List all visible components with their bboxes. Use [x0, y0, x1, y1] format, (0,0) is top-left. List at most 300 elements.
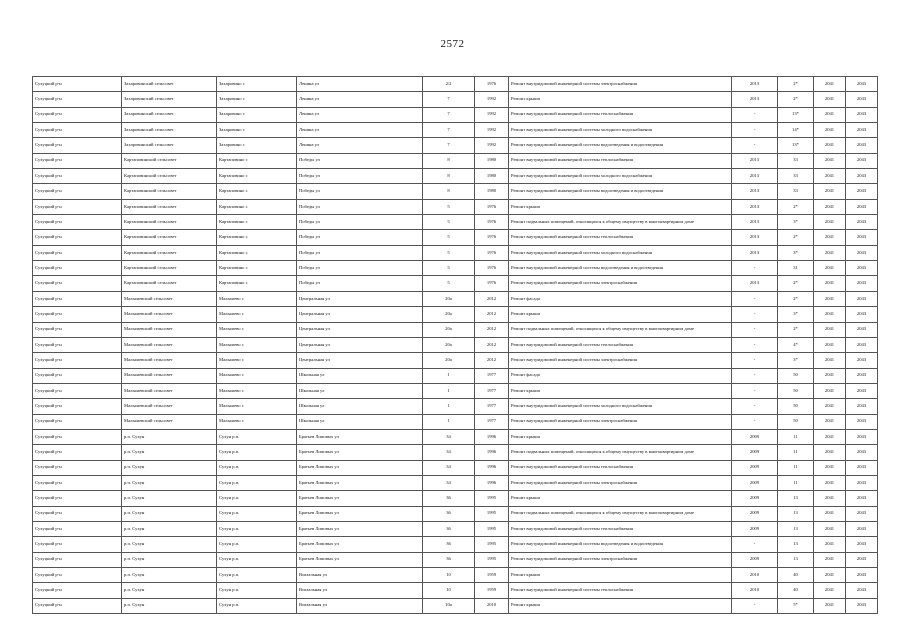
cell-district: Сухуцкий р-н: [33, 337, 122, 352]
cell-street: Вокзальная ул: [297, 583, 423, 598]
table-row: [33, 414, 878, 429]
cell-build-year: 1995: [475, 491, 509, 506]
cell-district: Сухуцкий р-н: [33, 261, 122, 276]
cell-plan-end: 2043: [846, 322, 878, 337]
cell-district: Сухуцкий р-н: [33, 291, 122, 306]
cell-plan-start: 2041: [814, 153, 846, 168]
cell-plan-end: 2043: [846, 568, 878, 583]
cell-council: р.п. Сухун: [122, 460, 217, 475]
cell-district: Сухуцкий р-н: [33, 77, 122, 92]
cell-wear: 14*: [778, 123, 814, 138]
table-row: [33, 261, 878, 276]
cell-plan-start: 2041: [814, 598, 846, 613]
cell-plan-end: 2043: [846, 199, 878, 214]
cell-settlement: Картаповино с: [217, 245, 297, 260]
cell-street: Братьев Ломовых ул: [297, 491, 423, 506]
cell-plan-end: 2043: [846, 521, 878, 536]
cell-work-type: Ремонт подвальных помещений, относящихся к общему имуществу в многоквартирном доме: [509, 506, 732, 521]
cell-council: р.п. Сухун: [122, 521, 217, 536]
cell-plan-end: 2043: [846, 475, 878, 490]
cell-district: Сухуцкий р-н: [33, 568, 122, 583]
cell-plan-start: 2041: [814, 399, 846, 414]
cell-work-type: Ремонт крыши: [509, 307, 732, 322]
cell-house-number: 1: [423, 414, 475, 429]
cell-plan-start: 2041: [814, 184, 846, 199]
cell-last-repair-year: 2009: [732, 429, 778, 444]
cell-last-repair-year: 2010: [732, 568, 778, 583]
cell-last-repair-year: 2013: [732, 276, 778, 291]
cell-last-repair-year: 2013: [732, 230, 778, 245]
cell-wear: 2*: [778, 276, 814, 291]
cell-council: Малышевский сельсовет: [122, 399, 217, 414]
cell-plan-end: 2043: [846, 92, 878, 107]
cell-street: Ленина ул: [297, 123, 423, 138]
cell-house-number: 8: [423, 169, 475, 184]
cell-build-year: 2010: [475, 598, 509, 613]
cell-plan-start: 2041: [814, 583, 846, 598]
cell-build-year: 1992: [475, 123, 509, 138]
cell-plan-end: 2043: [846, 598, 878, 613]
cell-plan-end: 2043: [846, 491, 878, 506]
cell-last-repair-year: 2013: [732, 184, 778, 199]
cell-house-number: 8: [423, 184, 475, 199]
cell-work-type: Ремонт внутридомовой инженерной системы теплоснабжения: [509, 107, 732, 122]
cell-district: Сухуцкий р-н: [33, 491, 122, 506]
cell-street: Центральная ул: [297, 337, 423, 352]
cell-council: Захаровинский сельсовет: [122, 92, 217, 107]
cell-council: р.п. Сухун: [122, 475, 217, 490]
cell-plan-end: 2043: [846, 169, 878, 184]
table-row: [33, 552, 878, 567]
cell-plan-end: 2043: [846, 291, 878, 306]
cell-settlement: Захаровино с: [217, 123, 297, 138]
cell-council: Картаповинский сельсовет: [122, 199, 217, 214]
cell-council: Захаровинский сельсовет: [122, 123, 217, 138]
table-row: [33, 153, 878, 168]
cell-council: Картаповинский сельсовет: [122, 169, 217, 184]
cell-district: Сухуцкий р-н: [33, 307, 122, 322]
cell-plan-start: 2041: [814, 337, 846, 352]
cell-house-number: 1: [423, 399, 475, 414]
cell-plan-end: 2043: [846, 107, 878, 122]
cell-plan-start: 2041: [814, 521, 846, 536]
cell-settlement: Захаровино с: [217, 107, 297, 122]
cell-plan-end: 2043: [846, 506, 878, 521]
table-row: [33, 291, 878, 306]
cell-house-number: 7: [423, 92, 475, 107]
cell-wear: 33: [778, 169, 814, 184]
cell-plan-end: 2043: [846, 537, 878, 552]
cell-council: Захаровинский сельсовет: [122, 138, 217, 153]
cell-build-year: 1980: [475, 153, 509, 168]
cell-settlement: Картаповино с: [217, 215, 297, 230]
table-row: [33, 521, 878, 536]
cell-last-repair-year: 2013: [732, 92, 778, 107]
cell-house-number: 34: [423, 475, 475, 490]
cell-wear: 3*: [778, 215, 814, 230]
cell-last-repair-year: 2013: [732, 199, 778, 214]
cell-build-year: 1977: [475, 414, 509, 429]
cell-house-number: 34: [423, 445, 475, 460]
cell-settlement: Сухун р.п.: [217, 445, 297, 460]
cell-district: Сухуцкий р-н: [33, 230, 122, 245]
cell-plan-start: 2041: [814, 460, 846, 475]
cell-council: р.п. Сухун: [122, 429, 217, 444]
cell-work-type: Ремонт фасада: [509, 368, 732, 383]
cell-last-repair-year: 2013: [732, 169, 778, 184]
cell-street: Центральная ул: [297, 322, 423, 337]
cell-work-type: Ремонт крыши: [509, 598, 732, 613]
cell-house-number: 5: [423, 199, 475, 214]
cell-plan-start: 2041: [814, 245, 846, 260]
cell-settlement: Малышево с: [217, 399, 297, 414]
cell-last-repair-year: 2013: [732, 77, 778, 92]
table-row: [33, 506, 878, 521]
cell-last-repair-year: -: [732, 107, 778, 122]
cell-build-year: 1992: [475, 107, 509, 122]
cell-council: р.п. Сухун: [122, 537, 217, 552]
cell-settlement: Сухун р.п.: [217, 521, 297, 536]
cell-house-number: 10а: [423, 598, 475, 613]
cell-plan-end: 2043: [846, 337, 878, 352]
cell-district: Сухуцкий р-н: [33, 506, 122, 521]
cell-district: Сухуцкий р-н: [33, 245, 122, 260]
cell-street: Центральная ул: [297, 291, 423, 306]
cell-plan-start: 2041: [814, 92, 846, 107]
table-row: [33, 276, 878, 291]
cell-street: Центральная ул: [297, 353, 423, 368]
cell-plan-end: 2043: [846, 429, 878, 444]
cell-district: Сухуцкий р-н: [33, 399, 122, 414]
cell-last-repair-year: 2013: [732, 215, 778, 230]
cell-wear: 40: [778, 583, 814, 598]
cell-plan-end: 2043: [846, 184, 878, 199]
cell-council: р.п. Сухун: [122, 568, 217, 583]
cell-settlement: Сухун р.п.: [217, 506, 297, 521]
cell-street: Братьев Ломовых ул: [297, 475, 423, 490]
cell-plan-end: 2043: [846, 583, 878, 598]
table-row: [33, 230, 878, 245]
table-row: [33, 583, 878, 598]
cell-plan-end: 2043: [846, 215, 878, 230]
cell-house-number: 10: [423, 583, 475, 598]
cell-last-repair-year: -: [732, 414, 778, 429]
cell-build-year: 2012: [475, 291, 509, 306]
cell-wear: 50: [778, 414, 814, 429]
cell-work-type: Ремонт внутридомовой инженерной системы электроснабжения: [509, 77, 732, 92]
cell-street: Победы ул: [297, 230, 423, 245]
cell-settlement: Сухун р.п.: [217, 598, 297, 613]
cell-district: Сухуцкий р-н: [33, 414, 122, 429]
cell-district: Сухуцкий р-н: [33, 445, 122, 460]
table-row: [33, 307, 878, 322]
cell-house-number: 34: [423, 460, 475, 475]
cell-work-type: Ремонт крыши: [509, 429, 732, 444]
cell-district: Сухуцкий р-н: [33, 552, 122, 567]
cell-work-type: Ремонт внутридомовой инженерной системы электроснабжения: [509, 353, 732, 368]
cell-work-type: Ремонт внутридомовой инженерной системы холодного водоснабжения: [509, 123, 732, 138]
cell-district: Сухуцкий р-н: [33, 429, 122, 444]
cell-street: Победы ул: [297, 245, 423, 260]
cell-council: Картаповинский сельсовет: [122, 276, 217, 291]
cell-wear: 3*: [778, 245, 814, 260]
cell-settlement: Сухун р.п.: [217, 537, 297, 552]
cell-council: Малышевский сельсовет: [122, 368, 217, 383]
cell-plan-end: 2043: [846, 77, 878, 92]
table-row: [33, 491, 878, 506]
cell-council: р.п. Сухун: [122, 598, 217, 613]
table-row: [33, 337, 878, 352]
cell-build-year: 1995: [475, 506, 509, 521]
cell-council: р.п. Сухун: [122, 552, 217, 567]
cell-plan-end: 2043: [846, 245, 878, 260]
cell-plan-start: 2041: [814, 322, 846, 337]
cell-street: Победы ул: [297, 215, 423, 230]
cell-wear: 13: [778, 537, 814, 552]
cell-house-number: 5: [423, 230, 475, 245]
cell-house-number: 10: [423, 568, 475, 583]
cell-plan-start: 2041: [814, 77, 846, 92]
cell-plan-end: 2043: [846, 261, 878, 276]
cell-street: Братьев Ломовых ул: [297, 537, 423, 552]
cell-wear: 13: [778, 491, 814, 506]
cell-wear: 13: [778, 506, 814, 521]
cell-last-repair-year: 2013: [732, 245, 778, 260]
cell-district: Сухуцкий р-н: [33, 123, 122, 138]
cell-council: Картаповинский сельсовет: [122, 153, 217, 168]
cell-plan-start: 2041: [814, 568, 846, 583]
table-row: [33, 107, 878, 122]
cell-settlement: Картаповино с: [217, 261, 297, 276]
cell-wear: 11: [778, 460, 814, 475]
cell-district: Сухуцкий р-н: [33, 92, 122, 107]
cell-wear: 13: [778, 552, 814, 567]
cell-build-year: 1995: [475, 521, 509, 536]
cell-street: Ленина ул: [297, 107, 423, 122]
cell-build-year: 1992: [475, 138, 509, 153]
cell-plan-start: 2041: [814, 414, 846, 429]
cell-plan-start: 2041: [814, 383, 846, 398]
cell-street: Вокзальная ул: [297, 568, 423, 583]
cell-wear: 13*: [778, 107, 814, 122]
cell-build-year: 1976: [475, 77, 509, 92]
cell-house-number: 7: [423, 123, 475, 138]
cell-settlement: Картаповино с: [217, 153, 297, 168]
cell-house-number: 8: [423, 153, 475, 168]
cell-plan-start: 2041: [814, 368, 846, 383]
cell-build-year: 1980: [475, 169, 509, 184]
cell-last-repair-year: -: [732, 261, 778, 276]
cell-wear: 50: [778, 383, 814, 398]
table-row: [33, 429, 878, 444]
cell-work-type: Ремонт фасада: [509, 291, 732, 306]
cell-work-type: Ремонт крыши: [509, 199, 732, 214]
cell-house-number: 20а: [423, 322, 475, 337]
cell-district: Сухуцкий р-н: [33, 153, 122, 168]
cell-council: Малышевский сельсовет: [122, 307, 217, 322]
cell-house-number: 5: [423, 245, 475, 260]
cell-build-year: 1995: [475, 537, 509, 552]
cell-house-number: 2/2: [423, 77, 475, 92]
table-row: [33, 138, 878, 153]
cell-work-type: Ремонт внутридомовой инженерной системы водоотведения и водоотведения: [509, 184, 732, 199]
cell-plan-start: 2041: [814, 491, 846, 506]
cell-build-year: 2012: [475, 353, 509, 368]
cell-street: Школьная ул: [297, 368, 423, 383]
cell-build-year: 1977: [475, 383, 509, 398]
cell-council: Картаповинский сельсовет: [122, 230, 217, 245]
cell-settlement: Сухун р.п.: [217, 583, 297, 598]
table-row: [33, 123, 878, 138]
cell-settlement: Малышево с: [217, 383, 297, 398]
cell-district: Сухуцкий р-н: [33, 215, 122, 230]
table-row: [33, 184, 878, 199]
cell-work-type: Ремонт крыши: [509, 92, 732, 107]
cell-plan-start: 2041: [814, 429, 846, 444]
cell-district: Сухуцкий р-н: [33, 138, 122, 153]
cell-street: Школьная ул: [297, 414, 423, 429]
cell-house-number: 5: [423, 261, 475, 276]
cell-plan-start: 2041: [814, 537, 846, 552]
cell-wear: 50: [778, 399, 814, 414]
table-row: [33, 322, 878, 337]
repair-schedule-table: [32, 76, 878, 614]
cell-settlement: Сухун р.п.: [217, 568, 297, 583]
cell-last-repair-year: -: [732, 307, 778, 322]
table-row: [33, 77, 878, 92]
cell-plan-end: 2043: [846, 230, 878, 245]
cell-work-type: Ремонт внутридомовой инженерной системы холодного водоснабжения: [509, 245, 732, 260]
table-row: [33, 399, 878, 414]
cell-plan-end: 2043: [846, 138, 878, 153]
cell-work-type: Ремонт подвальных помещений, относящихся к общему имуществу в многоквартирном доме: [509, 445, 732, 460]
cell-plan-start: 2041: [814, 261, 846, 276]
cell-settlement: Малышево с: [217, 337, 297, 352]
cell-district: Сухуцкий р-н: [33, 184, 122, 199]
cell-settlement: Малышево с: [217, 307, 297, 322]
cell-plan-start: 2041: [814, 307, 846, 322]
cell-house-number: 5: [423, 215, 475, 230]
table-row: [33, 368, 878, 383]
cell-plan-end: 2043: [846, 123, 878, 138]
cell-street: Центральная ул: [297, 307, 423, 322]
cell-settlement: Захаровино с: [217, 92, 297, 107]
cell-work-type: Ремонт внутридомовой инженерной системы электроснабжения: [509, 414, 732, 429]
cell-house-number: 36: [423, 552, 475, 567]
cell-wear: 2*: [778, 77, 814, 92]
table-row: [33, 92, 878, 107]
cell-council: Малышевский сельсовет: [122, 291, 217, 306]
cell-last-repair-year: 2009: [732, 460, 778, 475]
cell-district: Сухуцкий р-н: [33, 475, 122, 490]
cell-settlement: Картаповино с: [217, 199, 297, 214]
cell-plan-end: 2043: [846, 307, 878, 322]
table-row: [33, 475, 878, 490]
cell-district: Сухуцкий р-н: [33, 322, 122, 337]
table-row: [33, 215, 878, 230]
cell-council: Малышевский сельсовет: [122, 383, 217, 398]
cell-last-repair-year: 2010: [732, 583, 778, 598]
cell-house-number: 5: [423, 276, 475, 291]
cell-work-type: Ремонт внутридомовой инженерной системы теплоснабжения: [509, 521, 732, 536]
cell-council: Малышевский сельсовет: [122, 322, 217, 337]
cell-build-year: 1959: [475, 568, 509, 583]
cell-plan-end: 2043: [846, 353, 878, 368]
cell-settlement: Захаровино с: [217, 138, 297, 153]
cell-district: Сухуцкий р-н: [33, 199, 122, 214]
table-row: [33, 383, 878, 398]
cell-settlement: Малышево с: [217, 322, 297, 337]
cell-district: Сухуцкий р-н: [33, 583, 122, 598]
cell-council: Картаповинский сельсовет: [122, 261, 217, 276]
cell-plan-start: 2041: [814, 138, 846, 153]
cell-settlement: Захаровино с: [217, 77, 297, 92]
cell-council: Малышевский сельсовет: [122, 353, 217, 368]
table-row: [33, 598, 878, 613]
cell-last-repair-year: -: [732, 123, 778, 138]
cell-plan-start: 2041: [814, 291, 846, 306]
cell-street: Победы ул: [297, 261, 423, 276]
cell-plan-end: 2043: [846, 399, 878, 414]
cell-work-type: Ремонт внутридомовой инженерной системы теплоснабжения: [509, 583, 732, 598]
cell-last-repair-year: 2009: [732, 475, 778, 490]
cell-plan-start: 2041: [814, 506, 846, 521]
cell-district: Сухуцкий р-н: [33, 368, 122, 383]
cell-work-type: Ремонт внутридомовой инженерной системы электроснабжения: [509, 552, 732, 567]
cell-build-year: 1996: [475, 460, 509, 475]
cell-last-repair-year: -: [732, 291, 778, 306]
cell-plan-end: 2043: [846, 460, 878, 475]
cell-wear: 2*: [778, 92, 814, 107]
cell-street: Ленина ул: [297, 77, 423, 92]
cell-street: Победы ул: [297, 169, 423, 184]
cell-work-type: Ремонт внутридомовой инженерной системы электроснабжения: [509, 475, 732, 490]
cell-plan-start: 2041: [814, 123, 846, 138]
cell-plan-start: 2041: [814, 353, 846, 368]
cell-settlement: Сухун р.п.: [217, 429, 297, 444]
cell-wear: 40: [778, 568, 814, 583]
cell-build-year: 2012: [475, 307, 509, 322]
cell-plan-start: 2041: [814, 445, 846, 460]
cell-street: Ленина ул: [297, 138, 423, 153]
cell-house-number: 20а: [423, 307, 475, 322]
table-row: [33, 537, 878, 552]
cell-build-year: 1992: [475, 92, 509, 107]
cell-work-type: Ремонт крыши: [509, 568, 732, 583]
cell-work-type: Ремонт внутридомовой инженерной системы теплоснабжения: [509, 460, 732, 475]
cell-house-number: 20а: [423, 291, 475, 306]
cell-district: Сухуцкий р-н: [33, 276, 122, 291]
cell-settlement: Малышево с: [217, 291, 297, 306]
cell-wear: 4*: [778, 337, 814, 352]
cell-district: Сухуцкий р-н: [33, 353, 122, 368]
cell-plan-start: 2041: [814, 276, 846, 291]
cell-wear: 11: [778, 445, 814, 460]
cell-wear: 31: [778, 261, 814, 276]
cell-district: Сухуцкий р-н: [33, 521, 122, 536]
cell-house-number: 36: [423, 521, 475, 536]
cell-council: Захаровинский сельсовет: [122, 107, 217, 122]
cell-house-number: 36: [423, 506, 475, 521]
cell-settlement: Картаповино с: [217, 276, 297, 291]
cell-council: Малышевский сельсовет: [122, 414, 217, 429]
cell-council: р.п. Сухун: [122, 491, 217, 506]
cell-work-type: Ремонт внутридомовой инженерной системы холодного водоснабжения: [509, 399, 732, 414]
cell-last-repair-year: 2009: [732, 552, 778, 567]
cell-plan-end: 2043: [846, 445, 878, 460]
cell-last-repair-year: 2009: [732, 445, 778, 460]
cell-plan-end: 2043: [846, 552, 878, 567]
